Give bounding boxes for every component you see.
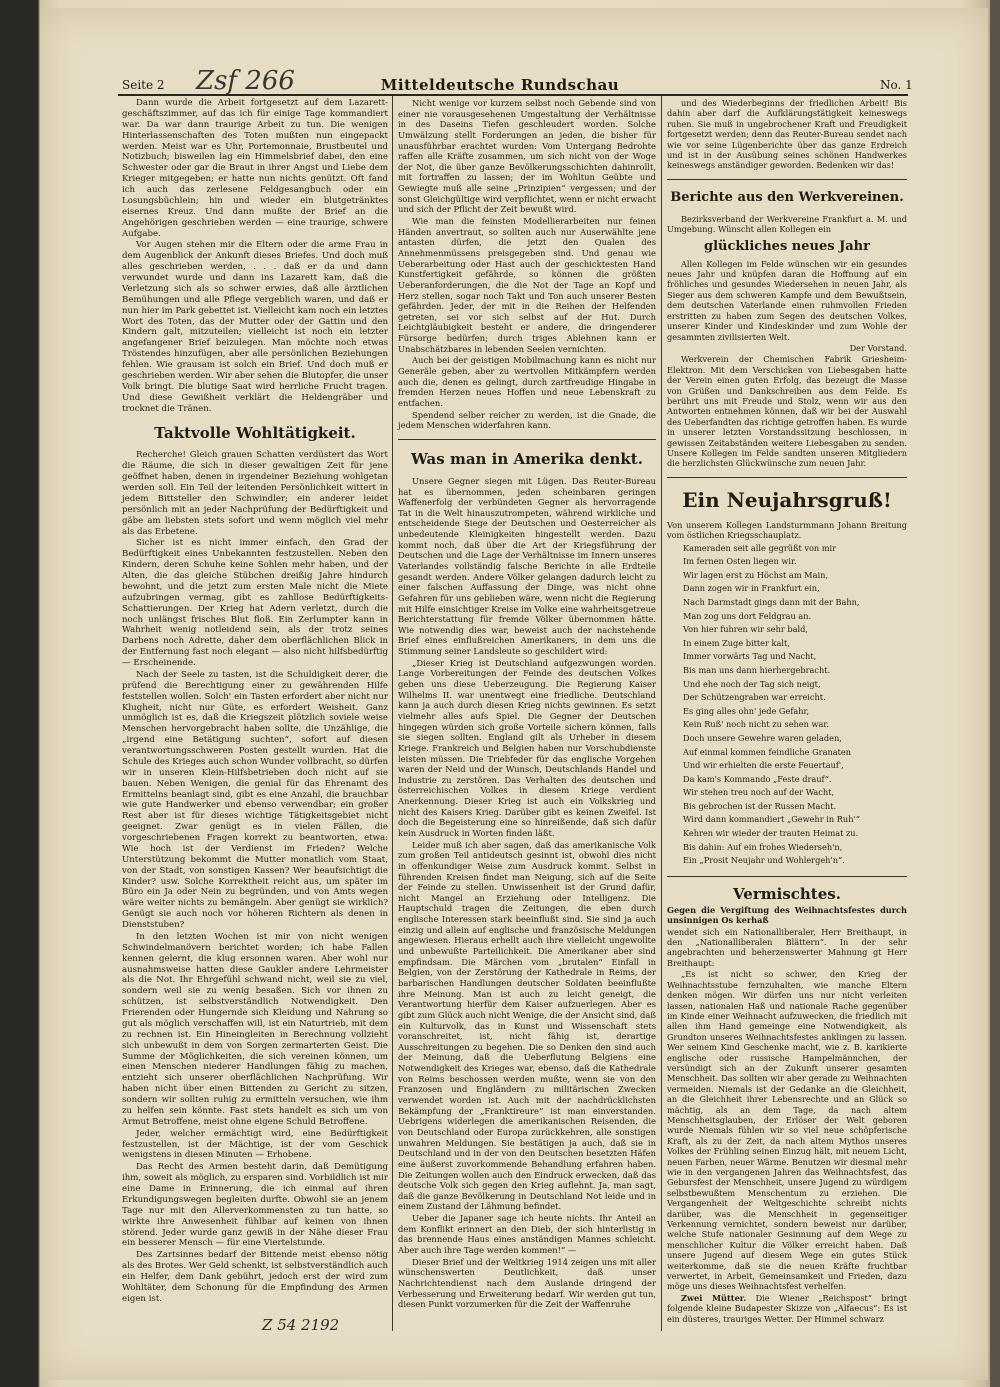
divider <box>667 876 907 877</box>
poem-line: Kehren wir wieder der trauten Heimat zu. <box>683 828 859 839</box>
divider <box>667 179 907 180</box>
column-divider-2 <box>661 96 662 1331</box>
paragraph: Bezirksverband der Werkvereine Frankfurt a. M. und Umgebung. Wünscht allen Kollegen ein <box>667 213 907 235</box>
poem-intro: Von unserem Kollegen Landsturmmann Johann Breitung vom östlichen Kriegsschauplatz. <box>667 519 907 541</box>
poem-line: Doch unsere Gewehre waren geladen, <box>683 732 842 743</box>
paragraph: Sicher ist es nicht immer einfach, den Grad der Bedürftigkeit eines Unbekannten festzustellen. Neben den Kindern, deren Schuhe keine Sohlen mehr haben, und der Alten, die das gleiche Stübchen dreißig Jahre hindurch bewohnt, und die jetzt zum ersten Male nicht die Miete aufzubringen vermag, gibt es zahllose Bedürftigkeits-Schattierungen. Der Krieg hat Adern verletzt, durch die noch unlängst frisches Blut floß. Ein Zerlumpter kann in Wahrheit wenig notleidend sein, als der trotz seines Darbens noch Adrette, daher dem oberflächlichen Blick in der Entfernung fast noch elegant — also nicht hilfsbedürftig — Erscheinende. <box>122 538 388 668</box>
poem-line: Es ging alles ohn' jede Gefahr, <box>683 705 810 716</box>
subheading: Gegen die Vergiftung des Weihnachtsfestes durch unsinnigen Os kerhaß <box>667 904 907 926</box>
poem-line: Auf einmal kommen feindliche Granaten <box>683 746 852 757</box>
poem-line: Wir stehen treu noch auf der Wacht, <box>683 787 835 798</box>
poem-line: Im fernen Osten liegen wir. <box>683 556 797 567</box>
paragraph: Jeder, welcher ermächtigt wird, eine Bedürftigkeit festzustellen, ist der Mächtige, ist der vom Geschick wenigstens in diesen Minuten — Erhobene. <box>122 1128 388 1161</box>
poem-line: Kein Ruß' noch nicht zu sehen war. <box>683 719 830 730</box>
handwritten-note: Zsf 266 <box>196 66 295 96</box>
paragraph: Recherche! Gleich grauen Schatten verdüstert das Wort die Räume, die sich in dieser gewaltigen Zeit für jene geöffnet haben, denen in irgendeiner Beziehung wohlgetan werden soll. Ein Teil der leitenden Persönlichkeit wittert in jedem Bittsteller den Schwindler; ein anderer leidet persönlich mit an jeder Nachprüfung der Bedürftigkeit und gäbe am liebsten stets sofort und wenn möglich viel mehr als das Erbetene. <box>122 450 388 537</box>
page-number-left: Seite 2 <box>122 78 165 92</box>
paragraph: Werkverein der Chemischen Fabrik Griesheim-Elektron. Mit dem Verschicken von Liebesgaben hatte der Verein einen guten Erfolg, das bezeugt die Masse von Grüßen und Dankschreiben aus dem Felde. Es berührt uns mit Freude und Stolz, wenn wir aus den Antworten entnehmen können, daß wir bei der Auswahl des Ueberfandten das richtige getroffen haben. Es wurde in unserer letzten Vorstandssitzung beschlossen, in gewissen Zeitabständen weitere Liebesgaben zu senden. Unsere Kollegen im Felde sandten unseren Mitgliedern die herzlichsten Glückwünsche zum neuen Jahr. <box>667 354 907 469</box>
poem-line: Von hier fuhren wir sehr bald, <box>683 624 808 635</box>
column-2 <box>398 98 656 1311</box>
paragraph: Vor Augen stehen mir die Eltern oder die arme Frau in dem Augenblick der Ankunft dieses Briefes. Und doch muß alles geschrieben werden, . . . daß er da und dann verwundet wurde und dann ins Lazarett kam, daß die Verletzung sich als so schwer erwies, daß alle ärztlichen Bemühungen und alle Pflege vergeblich waren, und daß er nun hier im Park gebettet ist. Vielleicht kam noch ein letztes Wort des Toten, das der Mutter oder der Gattin und den Kindern galt, mitzuteilen; vielleicht ist noch ein letzter angefangener Brief beizulegen. Man möchte noch etwas Tröstendes hinzufügen, aber alle persönlichen Beziehungen fehlen. Wie grausam ist solch ein Brief. Und doch muß er geschrieben werden. Wir aber sehen die Blutopfer, die unser Volk bringt. Die blutige Saat wird herrliche Frucht tragen. Und diese Gewißheit verklärt die Heldengräber und trocknet die Tränen. <box>122 240 388 414</box>
poem-line: In einem Zuge bitter kalt, <box>683 637 790 648</box>
header-rule <box>118 94 908 96</box>
paragraph: und des Wiederbeginns der friedlichen Arbeit! Bis dahin aber darf die Aufklärungstätigkeit keineswegs ruhen. Sie muß in ungebrochener Kraft und Freudigkeit fortgesetzt werden; denn das Reuter-Bureau sendet nach wie vor seine Lügenberichte über das ganze Erdreich und ist in der Ausübung seines schönen Handwerkes keineswegs anständiger geworden. Bedenken wir das! <box>667 98 907 171</box>
poem-line: Wird dann kommandiert „Gewehr in Ruh'“ <box>683 814 860 825</box>
archive-stamp: Z 54 2192 <box>262 1316 340 1334</box>
paragraph: Nach der Seele zu tasten, ist die Schuldigkeit derer, die prüfend die Berechtigung einer zu gewährenden Hilfe feststellen wollen. Solch' ein Tasten erfordert aber nicht nur Klugheit, nicht nur Güte, es erfordert Weisheit. Ganz unmöglich ist es, daß die Kriegszeit plötzlich soviele weise Menschen hervorgebracht haben sollte, die Unzählige, die „irgend eine Betätigung suchten“, sofort auf diesen verantwortungsschweren Posten gestellt wurden. Hat die Schule des Krieges auch schon Wunder vollbracht, so dürfen wir in unseren Klein-Hilfsbetrieben doch nicht auf sie bauen. Neben Wenigen, die genial für das Ehrenamt des Ermittelns beanlagt sind, gibt es eine Anzahl, die brauchbar wie gute Handwerker und ebenso verwendbar; ein großer Rest aber ist für dieses wichtige Tätigkeitsgebiet nicht geeignet. Zwar genügt es in vielen Fällen, die vorgeschriebenen Fragen korrekt zu beantworten, etwa: Wie hoch ist der Verdienst im Frieden? Welche Unterstützung bekommt die Mutter monatlich vom Staat, von der Stadt, von sonstigen Kassen? Wer beaufsichtigt die Kinder? usw. Solche Korrektheit reicht aus, um später im Büro ein Ja oder Nein zu begründen, und von Amts wegen wäre weiter nichts zu bemängeln. Aber genügt sie wirklich? Genügt sie auch noch vor höheren Richtern als denen in Dienststuben? <box>122 669 388 930</box>
paragraph: Des Zartsinnes bedarf der Bittende meist ebenso nötig als des Brotes. Wer Geld schenkt, ist selbstverständlich auch ein Helfer, dem Dank gebührt, jedoch erst der wird zum Wohltäter, dem Schonung für die Empfindung des Armen eigen ist. <box>122 1250 388 1304</box>
poem-line: Wir lagen erst zu Höchst am Main, <box>683 569 828 580</box>
newspaper-title: Mitteldeutsche Rundschau <box>380 76 620 94</box>
section-title-vermischtes: Vermischtes. <box>733 884 841 903</box>
paragraph: Wie man die feinsten Modellierarbeiten nur feinen Händen anvertraut, so sollten auch nur Auserwählte jene antasten dürfen, die jetzt den Qualen des Annehmenmüssens preisgegeben sind. Und genau wie Ueberarbeitung oder Hast auch der geschicktesten Hand Kunstfertigkeit gefährde, so können die größten Ueberanforderungen, die die Not der Tage an Kopf und Herz stellen, sogar noch Takt und Ton auch unserer Besten gefährden. Jeder, der mit in die Reihen der Helfenden getreten, sei vor sich selbst auf der Hut. Durch Leichtgläubigkeit besteht er andere, die dringenderer Fürsorge bedürfen; durch triges Ablehnen kann er Unabschätzbares in lebenden Seelen vernichten. <box>398 216 656 354</box>
paragraph: Ueber die Japaner sage ich heute nichts. Ihr Anteil an dem Konflikt erinnert an den Dieb, der sich hinterlistig in das brennende Haus eines anständigen Mannes schleicht. Aber auch ihre Tage werden kommen!“ — <box>398 1213 656 1255</box>
paragraph: Spendend selber reicher zu werden, ist die Gnade, die jedem Menschen widerfahren kann. <box>398 409 656 431</box>
poem-line: Man zog uns dort Feldgrau an. <box>683 610 812 621</box>
section-title-werkvereine: Berichte aus den Werkvereinen. <box>670 189 904 205</box>
poem-line: Bis dahin: Auf ein frohes Wiederseh'n, <box>683 841 843 852</box>
paragraph: In den letzten Wochen ist mir von nicht wenigen Schwindelmanövern berichtet worden; ich habe Fallen kennen gelernt, die klug ersonnen waren. Aber wohl nur ausnahmsweise hatten diese Gaukler andere Lehrmeister als die Not. Ihr Ehrgefühl schwand nicht, weil sie zu viel, sondern weil sie zu wenig besaßen. Sich vor ihnen zu schützen, ist selbstverständlich Notwendigkeit. Den Frierenden oder Hungernde sich Kleidung und Nahrung so gut als möglich verschaffen will, ist ein Naturtrieb, mit dem zu rechnen ist. Ein Hineingleiten in Berechnung vollzieht sich unbewußt in dem von Sorgen zermarterten Geist. Die Summe der Möglichkeiten, die sich vereinen können, um einen Menschen niederer Handlungen fähig zu machen, entzieht sich unserer oberflächlichen Nachprüfung. Wir haben nicht über einen Bittenden zu Gericht zu sitzen, sondern wir sollten ruhig zu ermitteln versuchen, wie ihm zu helfen sein könnte. Fast stets handelt es sich um von Armut Betroffene, meist ohne eigene Schuld Betroffene. <box>122 931 388 1127</box>
scan-edge <box>990 0 1000 1387</box>
article-title-amerika: Was man in Amerika denkt. <box>411 449 643 468</box>
poem-line: Nach Darmstadt gings dann mit der Bahn, <box>683 596 860 607</box>
paragraph: „Dieser Krieg ist Deutschland aufgezwungen worden. Lange Vorbereitungen der Feinde des deutschen Volkes geben uns diese Ueberzeugung. Die Regierung Kaiser Wilhelms II. war unentwegt eine friedliche. Deutschland kann ja auch durch diesen Krieg nichts gewinnen. Es setzt vielmehr alles aufs Spiel. Die Gegner der Deutschen hingegen würden sich große Vorteile sichern können, falls sie siegen sollten. England gilt als Urheber in diesem Kriege. Frankreich und Belgien haben nur Vorschubdienste leisten müssen. Die Triebfeder für das englische Vorgehen waren der Neid und der Wunsch, Deutschlands Handel und Industrie zu zerstören. Das Verhalten des deutschen und österreichischen Volkes in diesem Kriege verdient Anerkennung. Dieser Krieg ist auch ein Volkskrieg und nicht des Kaisers Krieg. Darüber gibt es keinen Zweifel. Ist doch die Begeisterung eine so hinreißende, daß sich dafür kein Ausdruck in Worten finden läßt. <box>398 657 656 838</box>
paragraph: „Es ist nicht so schwer, den Krieg der Weihnachtsstube fernzuhalten, wie manche Eltern denken mögen. Wir dürfen uns nur nicht verleiten lassen, nationalen Haß und nationale Rache gegenüber im Kinde einer Weihnacht aufzuwecken, die friedlich mit allen ihm Hand gemeinge eine Notwendigkeit, als Grundton unseres Weihnachtsfestes anklingen zu lassen. Wer seinem Kind Geschenke macht, wie z. B. karikierte englische oder russische Hampelmännchen, der versündigt sich an der Zukunft unserer gesamten Menschheit. Das sollten wir aber gerade zu Weihnachten vermeiden. Niemals ist der Gedanke an die Gleichheit, an die Gleichheit ihrer Lebensrechte und an Glück so mächtig, als an dem Tage, da nach altem Menschheitsglauben, der Erlöser der Welt geboren wurde Niemals fühlen wir so viel neue schöpferische Kraft, als zu der Zeit, da nach altem Mythos unseres Volkes der Frühling seinen Einzug hält, mit neuem Licht, neuen Farben, neuer Wärme. Benutzen wir diesmal mehr wie in den vergangenen Jahren das Weihnachtsfest, das Gebursfest der Menschheit, unsere Jugend zu würdigem selbstbewußtem Menschentum zu erziehen. Die Vergangenheit der Weltgeschichte schreibt nichts darüber, was die Menschheit in gegenseitiger Verkennung vernichtet, sondern beweist nur darüber, welche Stufe nationaler Gesinnung auf dem Wege zu menschlicher Kultur die Völker erreicht haben. Daß unsere Jugend auf diesem Wege ein gutes Stück weiterkomme, daß sie die neuen Kräfte fruchtbar verwertet, in Arbeit, Gemeinsamkeit und Frieden, dazu möge uns dieses Weihnachtsfest verhelfen. <box>667 969 907 1292</box>
column-3 <box>667 98 907 1325</box>
poem-line: Und ehe noch der Tag sich neigt, <box>683 678 821 689</box>
paragraph: Auch bei der geistigen Mobilmachung kann es nicht nur Generäle geben, aber zu wertvollen Mitkämpfern werden auch die, denen es gelingt, durch zartfreudige Hingabe in fremden Herzen neues Hoffen und neue Lebenskraft zu entfachen. <box>398 355 656 408</box>
paragraph: Die Wiener „Reichspost“ bringt folgende kleine Budapester Skizze von „Alfaecus“: Es ist ein düsteres, trauriges Wetter. Der Himmel schwarz <box>667 1292 907 1324</box>
paragraph: Allen Kollegen im Felde wünschen wir ein gesundes neues Jahr und knüpfen daran die Hoffnung auf ein fröhliches und gesundes Wiedersehen in neuen Jahr, als Sieger aus dem schweren Kampfe und dem Bewußtsein, dem deutschen Vaterlande einen ruhmvollen Frieden erstritten zu haben zum Segen des deutschen Volkes, unserer Kinder und Kindeskinder und zum Wohle der gesammten zivilisierten Welt. <box>667 258 907 342</box>
paragraph: wendet sich ein Nationalliberaler, Herr Breithaupt, in den „Nationalliberalen Blättern“. In der sehr angebrachten und beherzenswerter Mahnung gt Herr Breithaupt: <box>667 926 907 968</box>
item-heading: Zwei Mütter. <box>681 1292 747 1303</box>
divider <box>667 477 907 478</box>
paragraph: Nicht wenige vor kurzem selbst noch Gebende sind von einer nie vorausgesehenen Umgestaltung der Verhältnisse in des Daseins Tiefen geschleudert worden. Solche Umwälzung stellt Forderungen an jeden, die bisher für unausführbar erachtet wurden: Vom Untergang Bedrohte raffen alle Kräfte zusammen, um sich nicht von der Woge der Not, die über ganze Bevölkerungsschichten dahinrollt, mit fortraffen zu lassen; der im Wohltun Geübte und Gewiegte muß alle seine „Prinzipien“ vergessen; und der sonst Gleichgültige wird verpflichtet, wenn er nicht erwacht und sich der Pflicht der Zeit bewußt wird. <box>398 98 656 215</box>
poem-line: Immer vorwärts Tag und Nacht, <box>683 651 817 662</box>
signature: Der Vorstand. <box>849 342 907 353</box>
poem-line: Dann zogen wir in Frankfurt ein, <box>683 583 820 594</box>
poem-line: Ein „Prosit Neujahr und Wohlergeh'n“. <box>683 855 845 866</box>
poem-line: Bis gebrochen ist der Russen Macht. <box>683 800 837 811</box>
greeting-heading: glückliches neues Jahr <box>704 238 870 254</box>
column-1 <box>122 98 388 1306</box>
poem <box>667 542 907 868</box>
poem-line: Der Schützengraben war erreicht. <box>683 692 826 703</box>
paragraph: Unsere Gegner siegen mit Lügen. Das Reuter-Bureau hat es übernommen, jeden scheinbaren geringen Waffenerfolg der verbündeten Gegner als hervorragende Tat in die Welt hinauszutrompeten, während wirkliche und entscheidende Siege der Deutschen und Oesterreicher als unbedeutende Kleinigkeiten hingestellt werden. Dazu kommt noch, daß über die Art der Kriegsführung der Deutschen und die Lage der Verhältnisse im Innern unseres Vaterlandes vollständig falsche Berichte in alle Erdteile gesandt werden. Andere Völker gelangen dadurch leicht zu einer falschen Auffassung der Dinge, was nicht ohne Gefahren für uns geblieben wäre, wenn nicht die Regierung mit Hilfe einsichtiger Kreise im Volke eine wahrheitsgetreue Berichterstattung für fremde Völker übernommen hätte. Wie notwendig dies war, beweist auch der nachstehende Brief eines einflußreichen Amerikaners, in dem uns die Stimmung seiner Landsleute so geschildert wird: <box>398 475 656 657</box>
paragraph: Dieser Brief und der Weltkrieg 1914 zeigen uns mit aller wünschenswerten Deutlichkeit, daß unser Nachrichtendienst nach dem Auslande dringend der Verbesserung und Erweiterung bedarf. Wir werden gut tun, diesen Punkt vorzumerken für die Zeit der Waffenruhe <box>398 1256 656 1310</box>
poem-line: Und wir erhielten die erste Feuertauf', <box>683 760 844 771</box>
column-divider-1 <box>392 96 393 1331</box>
poem-line: Bis man uns dann hierhergebracht. <box>683 664 831 675</box>
poem-line: Da kam's Kommando „Feste drauf“. <box>683 773 832 784</box>
paragraph: Dann wurde die Arbeit fortgesetzt auf dem Lazarett-geschäftszimmer, auf das ich für einige Tage kommandiert war. Da war dann traurige Arbeit zu tun. Die wenigen Hinterlassenschaften des Toten mußten nun eingepackt werden. Meist war es Uhr, Portemonnaie, Brustbeutel und Notizbuch; bisweilen lag ein Himmelsbrief dabei, den eine Schwester oder gar die Braut in ihrer Angst und Liebe dem Krieger mitgegeben; er hatte nun nichts genützt. Oft fand ich auch das zerlesene Feldgesangbuch oder ein Losungsbüchlein; hin und wieder ein blutgetränktes eisernes Kreuz. Und dann mußte der Brief an die Angehörigen geschrieben werden — eine traurige, schwere Aufgabe. <box>122 98 388 239</box>
article-title-neujahrsgruss: Ein Neujahrsgruß! <box>682 487 892 512</box>
divider <box>398 439 656 440</box>
paragraph: Das Recht des Armen besteht darin, daß Demütigung ihm, soweit als möglich, zu ersparen sind. Vorbildlich ist mir eine Dame in Erinnerung, die ich einmal auf ihren Erkundigungswegen begleiten durfte. Obwohl sie an jenem Tage nur mit den Allerverkommensten zu tun hatte, so wirkte ihre Anwesenheit fühlbar auf keinen von ihnen störend. Jeder wurde ganz gewiß in der Nähe dieser Frau ein besserer Mensch — für eine Viertelstunde. <box>122 1162 388 1249</box>
issue-number: No. 1 <box>880 78 913 92</box>
paragraph: Leider muß ich aber sagen, daß das amerikanische Volk zum großen Teil antideutsch gesinnt ist, obwohl dies nicht in offenkundiger Weise zum Ausdruck kommt. Selbst in führenden Kreisen findet man Neigung, sich auf die Seite der Feinde zu stellen. Unwissenheit ist der Grund dafür, nicht Mangel an Erziehung oder Intelligenz. Die Hauptschuld tragen die Zeitungen, die eben durch englische Interessen stark beeinflußt sind. Sie sind ja auch einzig und allein auf englische und französische Meldungen angewiesen. Hieraus erhellt auch ihre vielleicht ungewollte und unbewußte Parteilichkeit. Die Amerikaner aber sind empfindsam. Die Märchen vom „brutalen“ Einfall in Belgien, von der Zerstörung der Kathedrale in Reims, der barbarischen Handlungen deutscher Soldaten beeinflußte ihre Meinung. Man ist auch zu leicht geneigt, die Verantwortung hierfür dem Kaiser aufzuerlegen. Aber es gibt zum Glück auch nicht Wenige, die der Ansicht sind, daß ein Kulturvolk, das in Kunst und Wissenschaft stets voranschreitet, ist, nicht fähig ist, derartige Ausschreitungen zu begehen. Die so Denken den sind auch der Meinung, daß die Ueberflutung Belgiens eine Notwendigkeit des Krieges war, ebenso, daß die Kathedrale von Reims beschossen werden mußte, wenn sie von den Franzosen und Engländern zu militärischen Zwecken verwendet worden ist. Auch mit der nachdrücklichsten Bekämpfung der „Franktireure“ ist man einverstanden. Uebrigens widerlegen die amerikanischen Reisenden, die von Deutschland oder Europa zurückkehren, alle sonstigen unwahren Meldungen. Sie bestätigen ja auch, daß sie in Deutschland und in der von den Deutschen besetzten Häfen eine äußerst zuvorkommende Behandlung erfahren haben. Die Zeitungen wollen auch den Eindruck erwecken, daß das deutsche Volk sich gegen den Krieg auflehnt. Ja, man sagt, daß die ganze Bevölkerung in Deutschland Not leide und in einem Zustand der Lähmung befindet. <box>398 839 656 1212</box>
article-title-wohltaetigkeit: Taktvolle Wohltätigkeit. <box>154 424 356 443</box>
poem-line: Kameraden seit alle gegrüßt von mir <box>683 542 837 553</box>
